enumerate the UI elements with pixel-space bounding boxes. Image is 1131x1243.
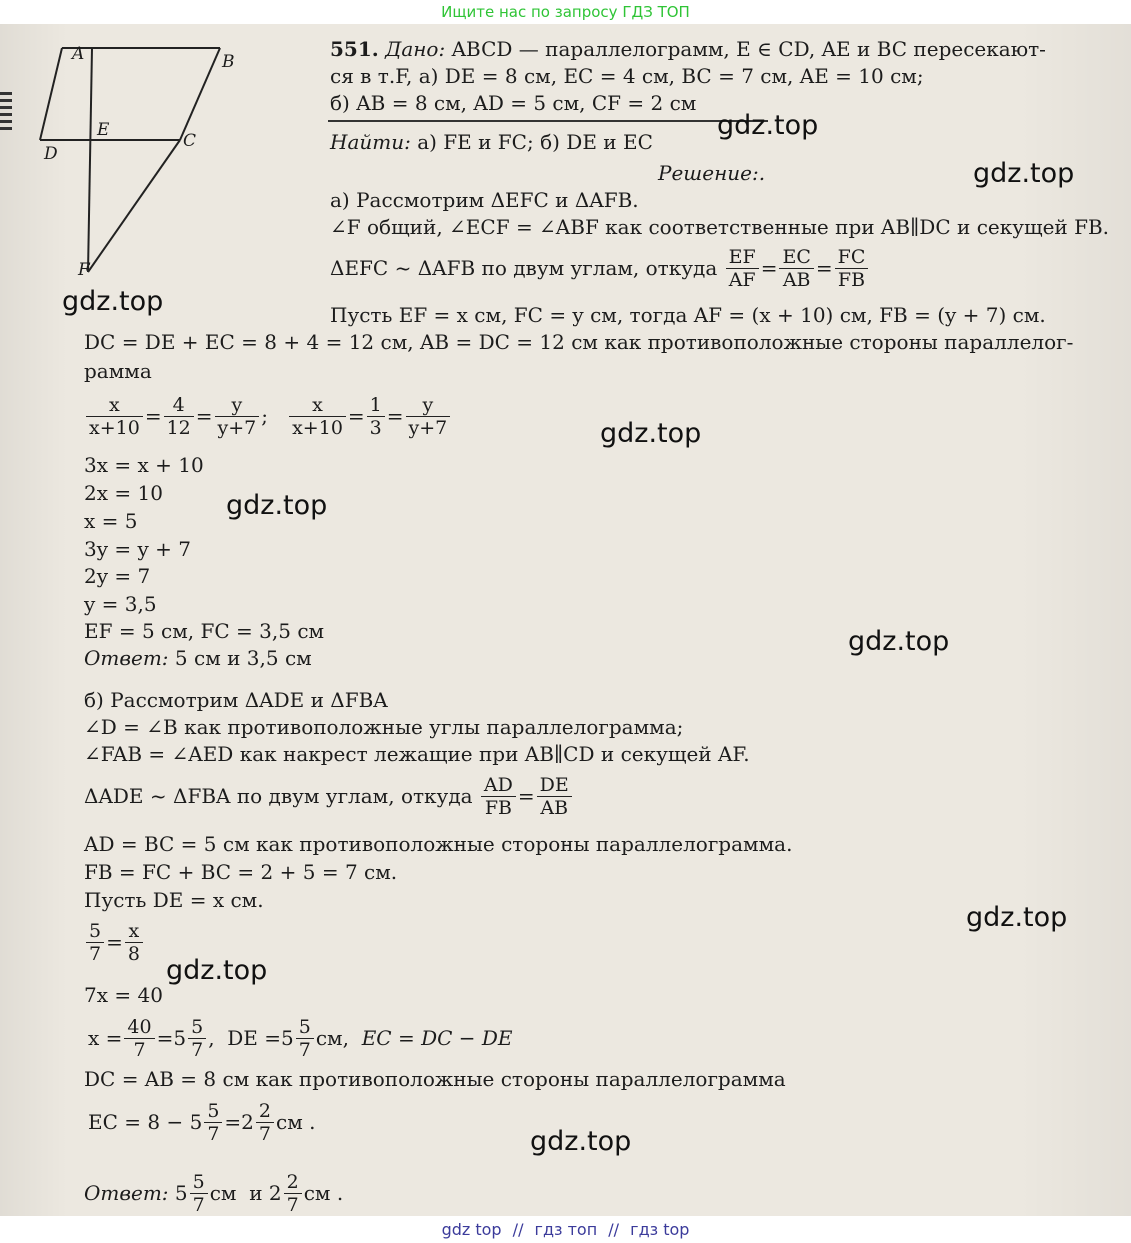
watermark: gdz.top (966, 902, 1068, 933)
fraction-ad-fb: $\frac{AD}{FB}$ (481, 774, 516, 819)
part-a-line-3: ΔEFC ~ ΔAFB по двум углам, откуда $\frac{EF}{AF}$ = $\frac{EC}{AB}$ = $\frac{FC}{FB}$ (330, 240, 870, 296)
proportion-line: $\frac{x}{x+10}$ = $\frac{4}{12}$ = $\frac{y}{y+7}$ ; $\frac{x}{x+10}$ = $\frac{1}{3}$ = $\frac{y}{y+7}$ (84, 388, 452, 444)
part-a-line-6: рамма (84, 359, 152, 383)
step-4: 3y = y + 7 (84, 537, 191, 561)
part-a-line-4: Пусть EF = x см, FC = y см, тогда AF = (x + 10) см, FB = (y + 7) см. (330, 303, 1046, 327)
fraction-1-3: $\frac{1}{3}$ (367, 394, 385, 439)
given-line-2: ся в т.F, а) DE = 8 см, EC = 4 см, BC = 7 см, AE = 10 см; (330, 64, 924, 88)
bottom-banner (0, 1216, 1131, 1243)
bottom-link-1[interactable]: gdz top (441, 1220, 502, 1239)
part-b-line-7: Пусть DE = x см. (84, 888, 264, 912)
find-label: Найти: (330, 130, 411, 154)
bottom-link-3[interactable]: гдз top (630, 1220, 690, 1239)
watermark: gdz.top (166, 955, 268, 986)
part-a-line-5: DC = DE + EC = 8 + 4 = 12 см, AB = DC = 12 см как противоположные стороны параллелог- (84, 330, 1074, 354)
step-6: y = 3,5 (84, 592, 157, 616)
step-7: EF = 5 см, FC = 3,5 см (84, 619, 325, 643)
segment-cf (88, 140, 180, 272)
part-b-line-5: AD = BC = 5 см как противоположные стороны параллелограмма. (84, 832, 793, 856)
watermark: gdz.top (62, 286, 164, 317)
solution-label: Решение:. (658, 161, 766, 185)
step-3: x = 5 (84, 509, 138, 533)
watermark: gdz.top (973, 158, 1075, 189)
part-b-answer (84, 1168, 343, 1218)
ec-expression: EC = DC − DE (361, 1026, 513, 1050)
top-banner[interactable]: Ищите нас по запросу ГДЗ ТОП (441, 3, 690, 21)
part-a-line-1: а) Рассмотрим ΔEFC и ΔAFB. (330, 188, 639, 212)
step-1: 3x = x + 10 (84, 453, 204, 477)
side-bc (180, 48, 220, 140)
label-a: A (72, 44, 85, 64)
fraction-x-x10-b: $\frac{x}{x+10}$ (289, 394, 346, 439)
x-symbol: x (88, 1026, 100, 1050)
watermark: gdz.top (600, 418, 702, 449)
watermark: gdz.top (226, 490, 328, 521)
find-line (330, 129, 653, 155)
page-edge-marks (0, 90, 12, 130)
bottom-separator: // (512, 1220, 524, 1239)
label-f: F (78, 260, 90, 280)
fraction-answer-1: $\frac{5}{7}$ (190, 1171, 208, 1216)
answer-mid: см и (209, 1181, 263, 1205)
given-text-1: ABCD — параллелограмм, E ∈ CD, AE и BC пересекают- (451, 37, 1046, 61)
label-d: D (44, 144, 58, 164)
fraction-40-7: $\frac{40}{7}$ (124, 1016, 154, 1061)
given-divider (328, 120, 768, 122)
bottom-link-2[interactable]: гдз топ (534, 1220, 598, 1239)
part-b-line-6: FB = FC + BC = 2 + 5 = 7 см. (84, 860, 398, 884)
part-b-line-4: ΔADE ~ ΔFBA по двум углам, откуда $\frac{AD}{FB}$ = $\frac{DE}{AB}$ (84, 768, 574, 824)
similarity-text: ΔEFC ~ ΔAFB по двум углам, откуда (330, 256, 718, 280)
label-e: E (97, 120, 110, 140)
answer-whole-1: 5 (174, 1181, 188, 1205)
side-ad (40, 48, 62, 140)
part-b-line-9: DC = AB = 8 см как противоположные стороны параллелограмма (84, 1067, 786, 1091)
bottom-separator: // (608, 1220, 620, 1239)
fraction-de-ab: $\frac{DE}{AB}$ (537, 774, 572, 819)
fraction-fc-fb: $\frac{FC}{FB}$ (835, 246, 869, 291)
x-whole: 5 (173, 1026, 187, 1050)
fraction-y-y7: $\frac{y}{y+7}$ (215, 394, 260, 439)
ec-whole-2: 2 (241, 1110, 254, 1134)
fraction-ec-1: $\frac{5}{7}$ (204, 1100, 222, 1145)
fraction-x-rem: $\frac{5}{7}$ (188, 1016, 206, 1061)
fraction-de-rem: $\frac{5}{7}$ (296, 1016, 314, 1061)
segment-af (88, 48, 92, 272)
de-whole: 5 (281, 1026, 294, 1050)
ec-value-line: EC = 8 − 5 $\frac{5}{7}$ = 2 $\frac{2}{7}$ см . (88, 1099, 316, 1145)
given-line-3: б) AB = 8 см, AD = 5 см, CF = 2 см (330, 91, 697, 115)
label-c: C (183, 131, 197, 151)
part-b-line-8: 7x = 40 (84, 983, 163, 1007)
part-b-line-2: ∠D = ∠B как противоположные углы параллелограмма; (84, 715, 684, 739)
ec-lhs: EC = 8 − (88, 1110, 184, 1134)
watermark: gdz.top (530, 1126, 632, 1157)
similarity-text-b: ΔADE ~ ΔFBA по двум углам, откуда (84, 784, 473, 808)
fraction-y-y7-b: $\frac{y}{y+7}$ (406, 394, 451, 439)
find-text: а) FE и FC; б) DE и EC (417, 130, 653, 154)
answer-label-a: Ответ: (84, 646, 169, 670)
watermark: gdz.top (848, 626, 950, 657)
label-b: B (222, 52, 235, 72)
ec-unit: см . (276, 1110, 316, 1134)
answer-label-b: Ответ: (84, 1181, 169, 1205)
given-label: Дано: (385, 37, 446, 61)
de-unit: см, (315, 1026, 349, 1050)
fraction-answer-2: $\frac{2}{7}$ (284, 1171, 302, 1216)
part-a-line-2: ∠F общий, ∠ECF = ∠ABF как соответственные при AB∥DC и секущей FB. (330, 215, 1110, 239)
part-b-line-1: б) Рассмотрим ΔADE и ΔFBA (84, 688, 388, 712)
watermark: gdz.top (717, 110, 819, 141)
answer-whole-2: 2 (268, 1181, 282, 1205)
ec-whole-1: 5 (189, 1110, 203, 1134)
answer-end: см . (303, 1181, 344, 1205)
proportion-b: $\frac{5}{7}$ = $\frac{x}{8}$ (84, 914, 145, 970)
part-b-line-3: ∠FAB = ∠AED как накрест лежащие при AB∥CD и секущей AF. (84, 742, 750, 766)
parallelogram-figure (30, 40, 230, 280)
fraction-ec-2: $\frac{2}{7}$ (256, 1100, 274, 1145)
fraction-x-x10: $\frac{x}{x+10}$ (86, 394, 143, 439)
fraction-5-7: $\frac{5}{7}$ (86, 920, 104, 965)
fraction-ec-ab: $\frac{EC}{AB}$ (779, 246, 813, 291)
x-value-line: x = $\frac{40}{7}$ = 5 $\frac{5}{7}$ , DE = 5 $\frac{5}{7}$ см, EC = DC − DE (88, 1015, 513, 1061)
given-line-1 (330, 36, 1046, 62)
fraction-ef-af: $\frac{EF}{AF}$ (726, 246, 759, 291)
step-5: 2y = 7 (84, 564, 151, 588)
answer-text-a: 5 см и 3,5 см (174, 646, 312, 670)
part-a-answer (84, 645, 312, 671)
problem-number: 551. (330, 37, 379, 61)
fraction-x-8: $\frac{x}{8}$ (125, 920, 143, 965)
de-symbol: DE (227, 1026, 258, 1050)
step-2: 2x = 10 (84, 481, 163, 505)
fraction-4-12: $\frac{4}{12}$ (164, 394, 194, 439)
